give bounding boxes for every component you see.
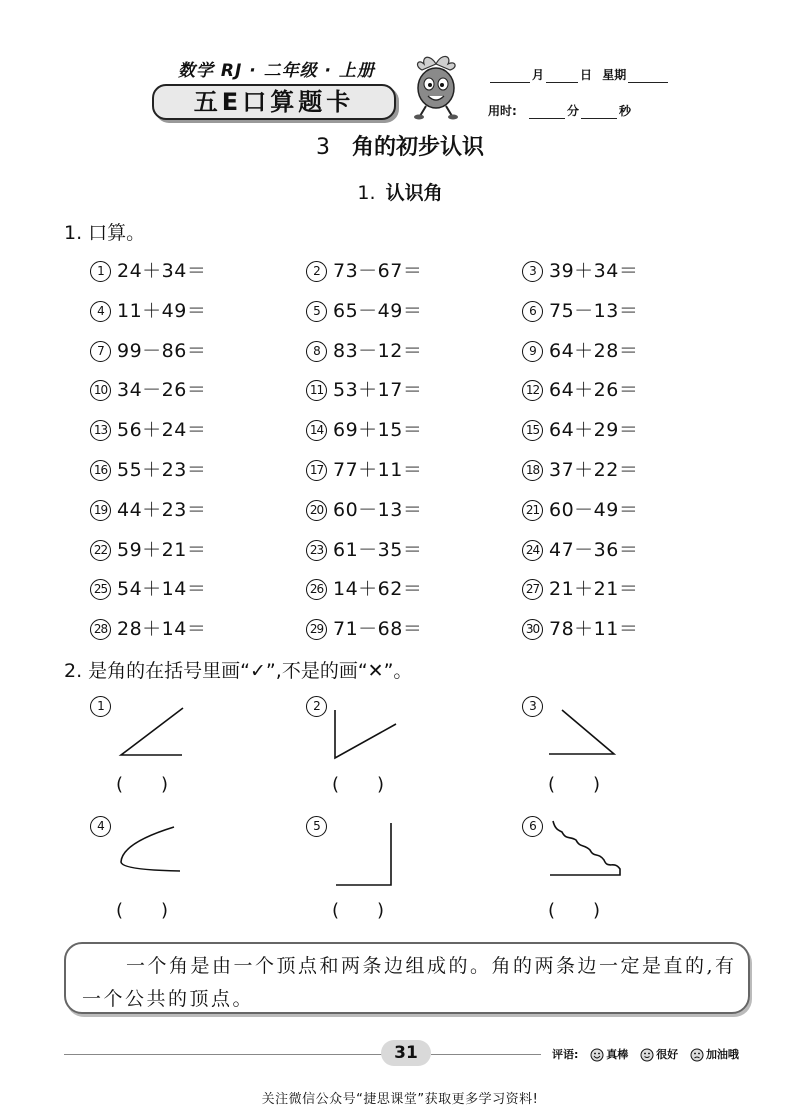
problem-expression: 37＋22＝ — [549, 459, 639, 481]
problem-number-badge: 1 — [90, 261, 111, 282]
problem-number-badge: 9 — [522, 341, 543, 362]
problem-number-badge: 11 — [306, 380, 327, 401]
paren-open: ( — [332, 900, 340, 921]
rating-great: 真棒 — [606, 1048, 629, 1061]
problem-expression: 75－13＝ — [549, 299, 639, 322]
brand-title: 五E口算题卡 — [193, 88, 355, 116]
problem-expression: 34－26＝ — [117, 379, 207, 402]
figure-3-angle — [549, 710, 614, 754]
problem-expression: 44＋23＝ — [117, 498, 207, 521]
problem-expression: 60－13＝ — [333, 498, 423, 521]
second-label: 秒 — [619, 104, 632, 118]
paren-close: ) — [161, 900, 169, 921]
problem-number-badge: 16 — [90, 460, 111, 481]
problem-number-badge: 2 — [306, 261, 327, 282]
problem-number-badge: 30 — [522, 619, 543, 640]
concept-note-text: 一个角是由一个顶点和两条边组成的。角的两条边一定是直的,有一个公共的顶点。 — [82, 955, 737, 1010]
problem-expression: 53＋17＝ — [333, 379, 423, 402]
problem-expression: 64＋26＝ — [549, 379, 639, 402]
problem-expression: 54＋14＝ — [117, 578, 207, 601]
figure-2-label: 2 — [306, 696, 327, 717]
problem-expression: 11＋49＝ — [117, 299, 207, 322]
problem-number-badge: 15 — [522, 420, 543, 441]
paren-close: ) — [377, 774, 385, 795]
weekday-label: 星期 — [602, 68, 627, 82]
problem-number-badge: 10 — [90, 380, 111, 401]
figure-4-label: 4 — [90, 816, 111, 837]
footer-divider-left — [64, 1054, 382, 1055]
problem-number-badge: 3 — [522, 261, 543, 282]
paren-close: ) — [593, 900, 601, 921]
problem-expression: 56＋24＝ — [117, 419, 207, 442]
problem-expression: 71－68＝ — [333, 618, 423, 641]
problem-number-badge: 17 — [306, 460, 327, 481]
chapter-number: 3 — [315, 135, 330, 160]
problem-expression: 39＋34＝ — [549, 260, 639, 282]
section-name: 认识角 — [385, 182, 443, 204]
figure-6-wavy — [550, 821, 620, 875]
problem-number-badge: 28 — [90, 619, 111, 640]
paren-open: ( — [116, 774, 124, 795]
great-face-icon[interactable] — [590, 1048, 604, 1062]
paren-close: ) — [593, 774, 601, 795]
page-number: 31 — [381, 1040, 431, 1066]
problem-number-badge: 22 — [90, 540, 111, 561]
paren-open: ( — [548, 900, 556, 921]
paren-open: ( — [332, 774, 340, 795]
problem-number-badge: 23 — [306, 540, 327, 561]
figure-5-corner — [336, 823, 391, 885]
problem-number-badge: 4 — [90, 301, 111, 322]
problem-number-badge: 7 — [90, 341, 111, 362]
figure-5-label: 5 — [306, 816, 327, 837]
problem-number-badge: 21 — [522, 500, 543, 521]
problem-expression: 64＋28＝ — [549, 339, 639, 362]
figure-3-label: 3 — [522, 696, 543, 717]
section-number: 1. — [357, 182, 376, 204]
problem-expression: 60－49＝ — [549, 498, 639, 521]
paren-open: ( — [116, 900, 124, 921]
problem-expression: 55＋23＝ — [117, 459, 207, 481]
footer-divider-right — [431, 1054, 541, 1055]
problem-number-badge: 19 — [90, 500, 111, 521]
problem-number-badge: 18 — [522, 460, 543, 481]
problem-expression: 21＋21＝ — [549, 578, 639, 601]
bottom-promo-note: 关注微信公众号“捷思课堂”获取更多学习资料! — [261, 1092, 539, 1107]
problem-expression: 24＋34＝ — [117, 260, 207, 282]
problem-expression: 59＋21＝ — [117, 538, 207, 561]
paren-close: ) — [377, 900, 385, 921]
concept-note-box — [64, 942, 750, 1014]
problem-number-badge: 20 — [306, 500, 327, 521]
problem-number-badge: 6 — [522, 301, 543, 322]
figure-2-angle — [335, 710, 396, 758]
question-2-title: 2. 是角的在括号里画“✓”,不是的画“✕”。 — [64, 660, 413, 682]
problem-number-badge: 27 — [522, 579, 543, 600]
month-label: 月 — [532, 68, 545, 82]
rating-good: 很好 — [656, 1048, 679, 1061]
problem-expression: 73－67＝ — [333, 260, 423, 282]
cheer-face-icon[interactable] — [690, 1048, 704, 1062]
rating-cheer: 加油哦 — [705, 1048, 739, 1061]
problem-number-badge: 5 — [306, 301, 327, 322]
problem-expression: 78＋11＝ — [549, 618, 639, 641]
paren-close: ) — [161, 774, 169, 795]
minute-label: 分 — [567, 104, 580, 118]
figure-1-label: 1 — [90, 696, 111, 717]
problem-number-badge: 13 — [90, 420, 111, 441]
problem-number-badge: 26 — [306, 579, 327, 600]
figure-6-label: 6 — [522, 816, 543, 837]
good-face-icon[interactable] — [640, 1048, 654, 1062]
problem-expression: 64＋29＝ — [549, 419, 639, 442]
paren-open: ( — [548, 774, 556, 795]
rating-strip — [552, 1046, 739, 1062]
problem-number-badge: 12 — [522, 380, 543, 401]
figure-1-angle — [121, 708, 183, 755]
problem-number-badge: 14 — [306, 420, 327, 441]
problem-expression: 65－49＝ — [333, 299, 423, 322]
time-label: 用时: — [488, 104, 517, 118]
problem-expression: 61－35＝ — [333, 538, 423, 561]
book-subtitle: 数学 RJ · 二年级 · 上册 — [178, 61, 375, 81]
day-label: 日 — [580, 68, 593, 82]
rating-label: 评语: — [552, 1048, 579, 1061]
problem-number-badge: 24 — [522, 540, 543, 561]
problem-expression: 99－86＝ — [117, 339, 207, 362]
problem-expression: 47－36＝ — [549, 538, 639, 561]
problem-expression: 14＋62＝ — [333, 578, 423, 601]
problem-expression: 28＋14＝ — [117, 618, 207, 641]
problem-number-badge: 29 — [306, 619, 327, 640]
problem-expression: 83－12＝ — [333, 339, 423, 362]
problem-number-badge: 25 — [90, 579, 111, 600]
problem-expression: 69＋15＝ — [333, 419, 423, 442]
chapter-name: 角的初步认识 — [351, 135, 484, 160]
question-1-title: 1. 口算。 — [64, 222, 146, 244]
figure-4-curve — [121, 827, 180, 871]
problem-expression: 77＋11＝ — [333, 459, 423, 481]
problem-number-badge: 8 — [306, 341, 327, 362]
